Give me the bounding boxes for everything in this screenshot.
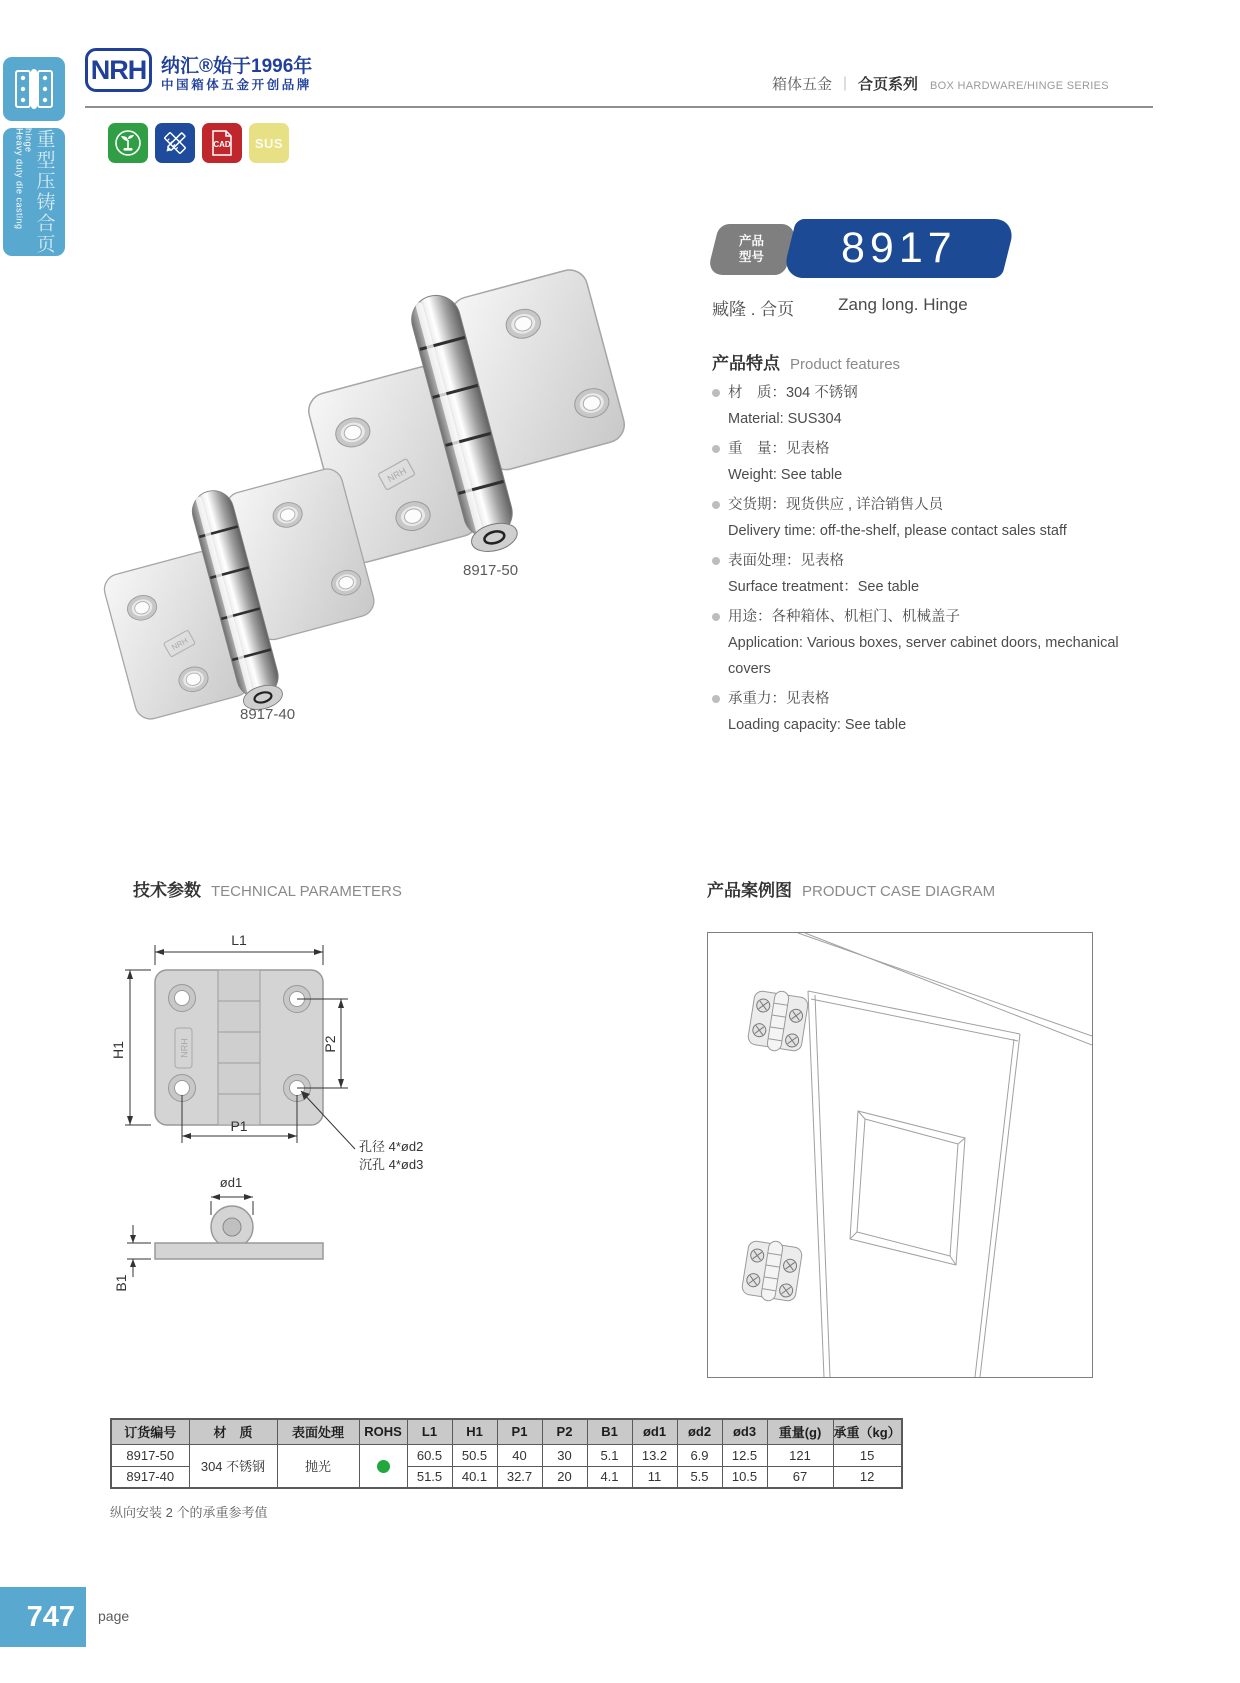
category-label-zh: 重型压铸合页 — [33, 129, 55, 255]
hole-note-2: 沉孔 4*ød3 — [359, 1157, 424, 1172]
bullet-icon — [712, 501, 720, 509]
product-photos — [85, 255, 655, 725]
spec-table — [110, 1418, 903, 1489]
order-code: 8917-40 — [111, 1466, 189, 1488]
hinge-icon — [12, 65, 56, 113]
product-name-en: Zang long. Hinge — [838, 295, 968, 314]
table-row: 8917-50 304 不锈钢 抛光 60.5 50.5 40 30 5.1 13.2 6.9 12.5 121 15 — [111, 1444, 902, 1466]
table-note: 纵向安装 2 个的承重参考值 — [110, 1505, 268, 1520]
header-divider — [85, 106, 1153, 108]
feature-item: 表面处理：见表格 Surface treatment：See table — [712, 548, 1182, 600]
feature-item: 材 质：304 不锈钢 Material: SUS304 — [712, 380, 1182, 432]
rohs-cell — [359, 1444, 407, 1488]
feature-item: 承重力：见表格 Loading capacity: See table — [712, 686, 1182, 738]
bullet-icon — [712, 613, 720, 621]
cad-icon — [202, 123, 242, 163]
bullet-icon — [712, 389, 720, 397]
cad-icon-label: CAD — [213, 140, 231, 149]
brand-title: 纳汇®始于1996年 — [161, 56, 313, 77]
product-name — [712, 295, 968, 320]
hole-note-1: 孔径 4*ød2 — [359, 1139, 424, 1154]
table-row: 8917-40 51.5 40.1 32.7 20 4.1 11 5.5 10.5 67 12 — [111, 1466, 902, 1488]
product-name-zh: 臧隆 . 合页 — [712, 300, 795, 319]
drawing-stamp-text: NRH — [179, 1038, 190, 1058]
sus-icon — [249, 123, 289, 163]
case-diagram-drawing — [708, 933, 1092, 1377]
technical-drawing — [105, 925, 435, 1320]
model-label-text: 产品 型号 — [739, 233, 765, 264]
series-divider: ｜ — [838, 76, 853, 92]
dim-L1: L1 — [231, 932, 247, 948]
dim-P2: P2 — [322, 1035, 338, 1053]
dim-od1: ød1 — [219, 1175, 243, 1190]
eco-rohs-icon — [108, 123, 148, 163]
series-en: BOX HARDWARE/HINGE SERIES — [930, 80, 1109, 92]
photo-label-large: 8917-50 — [463, 562, 519, 579]
nrh-logo — [85, 48, 152, 92]
bullet-icon — [712, 695, 720, 703]
order-code: 8917-50 — [111, 1444, 189, 1466]
feature-item: 交货期：现货供应 , 详洽销售人员 Delivery time: off-the-shelf, please contact sales staff — [712, 492, 1182, 544]
model-label-badge — [707, 224, 798, 275]
series-zh-prefix: 箱体五金 — [772, 76, 833, 93]
page-number: 747 — [26, 1600, 75, 1633]
bullet-icon — [712, 445, 720, 453]
cert-badges — [108, 123, 289, 163]
features-list — [712, 380, 1182, 742]
sus-icon-label: SUS — [254, 135, 284, 151]
series-title — [772, 73, 1109, 94]
dim-B1: B1 — [113, 1274, 129, 1292]
sidebar-category-tile — [3, 128, 65, 256]
rohs-dot-icon — [377, 1460, 390, 1473]
model-number: 8917 — [841, 224, 957, 272]
photo-label-small: 8917-40 — [240, 706, 296, 723]
design-tools-icon — [155, 123, 195, 163]
technical-heading: 技术参数 TECHNICAL PARAMETERS — [133, 881, 402, 900]
model-number-badge — [782, 219, 1017, 278]
features-heading: 产品特点 Product features — [712, 354, 901, 373]
page-label: page — [98, 1608, 130, 1624]
nrh-logo-text: NRH — [90, 54, 147, 85]
case-diagram-heading: 产品案例图 PRODUCT CASE DIAGRAM — [707, 881, 996, 900]
feature-item: 重 量：见表格 Weight: See table — [712, 436, 1182, 488]
case-hinge-top — [747, 987, 810, 1055]
series-zh-suffix: 合页系列 — [858, 76, 919, 93]
brand-subtitle: 中国箱体五金开创品牌 — [161, 78, 313, 92]
sidebar-hinge-tile — [3, 57, 65, 121]
case-hinge-bottom — [741, 1237, 804, 1305]
category-label-en: Heavy duty die casting hinge — [14, 128, 34, 230]
surface-cell: 抛光 — [277, 1444, 359, 1488]
dim-H1: H1 — [110, 1041, 126, 1059]
feature-item: 用途：各种箱体、机柜门、机械盖子 Application: Various boxes, server cabinet doors, mechanical covers — [712, 604, 1182, 682]
case-diagram-box — [707, 932, 1093, 1378]
material-cell: 304 不锈钢 — [189, 1444, 277, 1488]
table-header-row: 订货编号 材 质 表面处理 ROHS L1 H1 P1 P2 B1 ød1 ød2 ød3 重量(g) 承重（kg） — [111, 1419, 902, 1444]
dim-P1: P1 — [230, 1118, 248, 1134]
page-number-tab — [0, 1587, 86, 1647]
bullet-icon — [712, 557, 720, 565]
